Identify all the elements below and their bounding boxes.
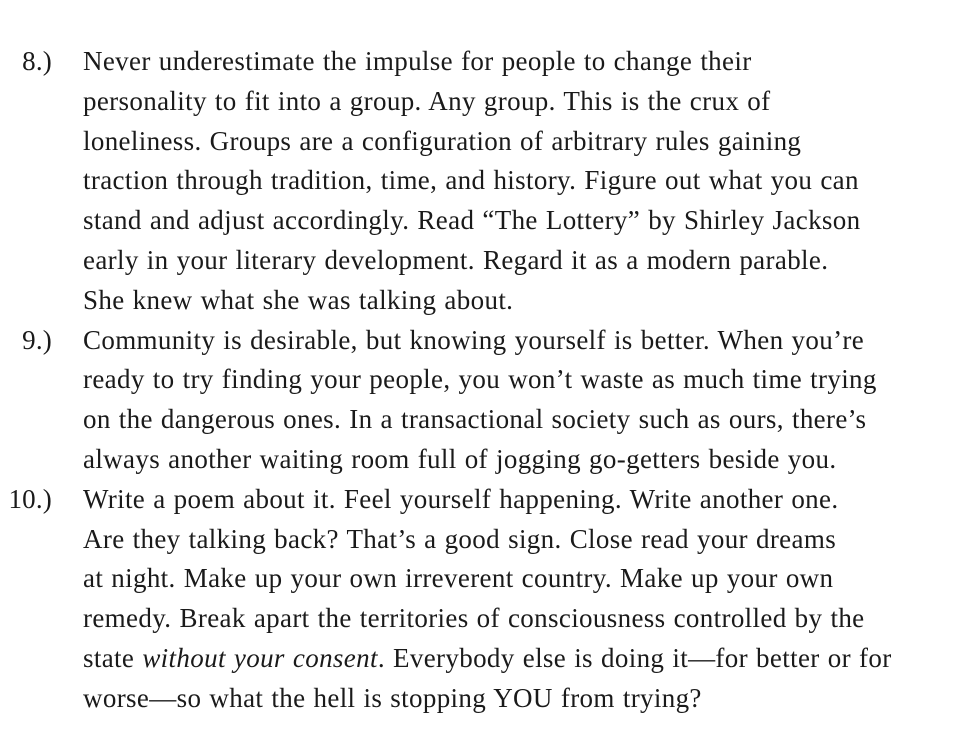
text-line: Are they talking back? That’s a good sign. Close read your dreams [83, 523, 837, 554]
list-item-10 [0, 480, 960, 719]
text-line: worse—so what the hell is stopping YOU from trying? [83, 682, 702, 713]
list-item-9 [0, 321, 960, 480]
text-line: early in your literary development. Regard it as a modern parable. [83, 244, 829, 275]
text-line: on the dangerous ones. In a transactional society such as ours, there’s [83, 404, 867, 435]
item-text [83, 321, 943, 480]
text-line: at night. Make up your own irreverent country. Make up your own [83, 563, 834, 594]
text-segment: . Everybody else is doing it—for better or for [377, 642, 892, 673]
text-line: stand and adjust accordingly. Read “The Lottery” by Shirley Jackson [83, 205, 861, 236]
item-number: 10.) [8, 483, 52, 514]
text-line: loneliness. Groups are a configuration of arbitrary rules gaining [83, 125, 802, 156]
document-page [0, 42, 960, 719]
item-text [83, 480, 943, 719]
item-number: 8.) [22, 46, 52, 76]
text-line: ready to try finding your people, you won’t waste as much time trying [83, 364, 877, 395]
italic-phrase: without your consent [142, 642, 378, 673]
text-line: remedy. Break apart the territories of consciousness controlled by the [83, 603, 865, 634]
text-line: Write a poem about it. Feel yourself happening. Write another one. [83, 483, 839, 514]
text-line: Never underestimate the impulse for people to change their [83, 46, 752, 76]
text-line: She knew what she was talking about. [83, 284, 514, 315]
text-line: always another waiting room full of jogging go-getters beside you. [83, 443, 837, 474]
text-line: personality to fit into a group. Any group. This is the crux of [83, 85, 771, 116]
text-segment: state [83, 642, 143, 673]
text-line: traction through tradition, time, and history. Figure out what you can [83, 165, 859, 196]
item-text [83, 42, 943, 321]
text-line: Community is desirable, but knowing yourself is better. When you’re [83, 324, 865, 355]
item-number: 9.) [22, 324, 52, 355]
list-item-8 [0, 42, 960, 321]
text-line [83, 639, 943, 679]
